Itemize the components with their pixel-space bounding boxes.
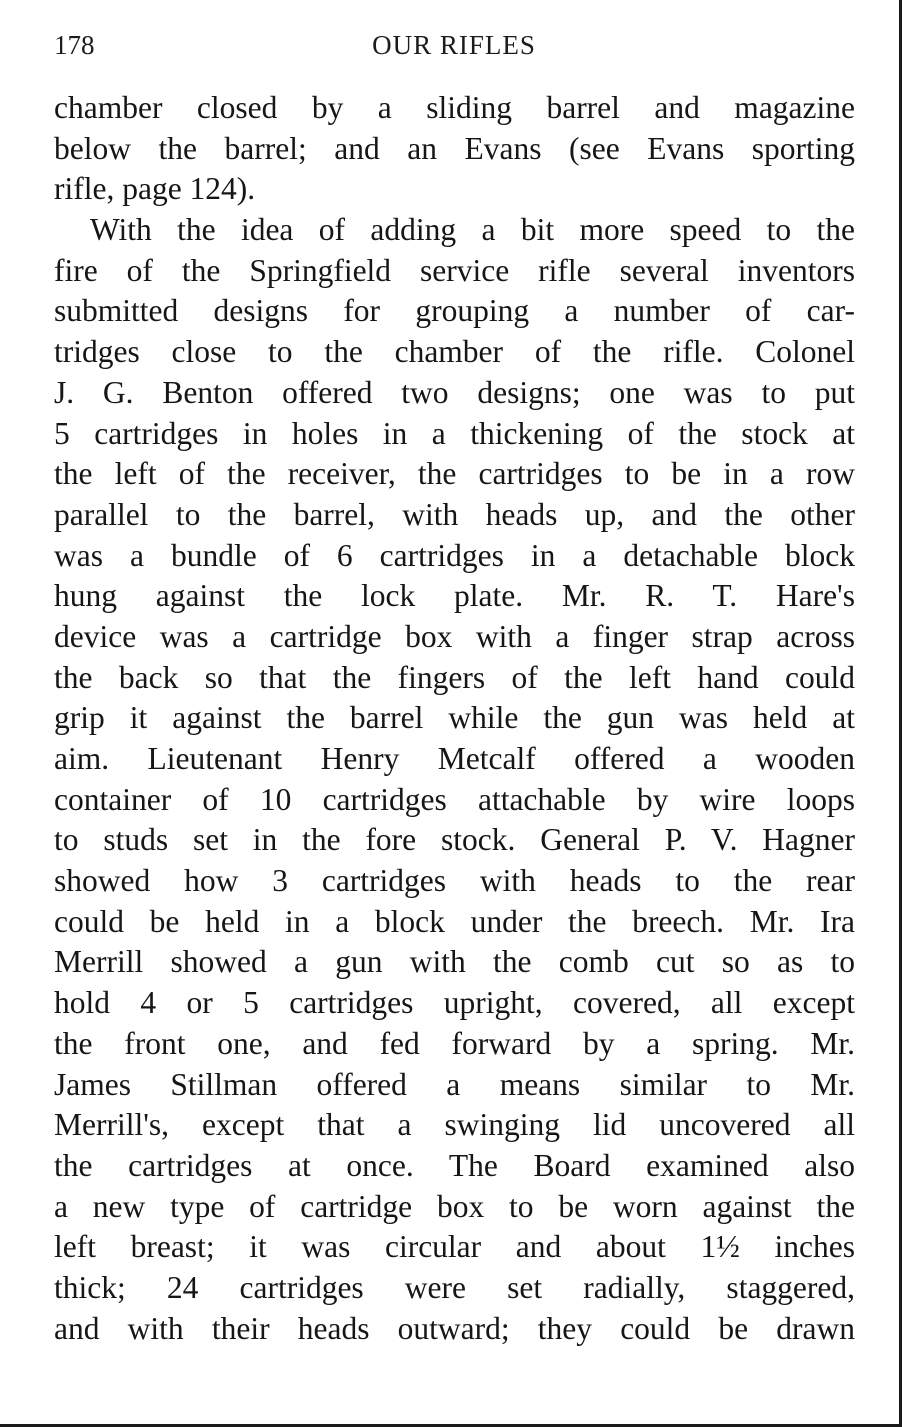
body-text (54, 88, 855, 1349)
text-line: James Stillman offered a means similar to Mr. (54, 1066, 855, 1102)
text-line: the cartridges at once. The Board examined also (54, 1147, 855, 1183)
text-line: device was a cartridge box with a finger strap across (54, 618, 855, 654)
text-line: the back so that the fingers of the left hand could (54, 659, 855, 695)
text-line: Merrill showed a gun with the comb cut so as to (54, 944, 855, 980)
text-line: thick; 24 cartridges were set radially, staggered, (54, 1269, 855, 1305)
text-line: below the barrel; and an Evans (see Evans sporting (54, 130, 855, 166)
text-line: submitted designs for grouping a number of car- (54, 293, 855, 329)
text-line: to studs set in the fore stock. General P. V. Hagner (54, 822, 855, 858)
text-line: hold 4 or 5 cartridges upright, covered, all except (54, 985, 855, 1021)
text-line: grip it against the barrel while the gun was held at (54, 700, 855, 736)
text-line: 5 cartridges in holes in a thickening of the stock at (54, 415, 855, 451)
text-line: container of 10 cartridges attachable by wire loops (54, 781, 855, 817)
page-number: 178 (54, 30, 95, 60)
text-line: aim. Lieutenant Henry Metcalf offered a wooden (54, 741, 855, 776)
text-line: Merrill's, except that a swinging lid uncovered all (54, 1107, 855, 1143)
text-line: tridges close to the chamber of the rifle. Colonel (54, 334, 855, 370)
text-line: J. G. Benton offered two designs; one was to put (54, 374, 855, 410)
text-line: rifle, page 124). (54, 171, 256, 207)
text-line: chamber closed by a sliding barrel and magazine (54, 90, 855, 125)
text-line: was a bundle of 6 cartridges in a detachable block (54, 537, 855, 573)
text-line: the left of the receiver, the cartridges to be in a row (54, 456, 855, 492)
text-line: a new type of cartridge box to be worn against the (54, 1188, 855, 1224)
text-line: could be held in a block under the breech. Mr. Ira (54, 903, 855, 939)
running-head: OUR RIFLES (372, 30, 536, 60)
text-line: hung against the lock plate. Mr. R. T. Hare's (54, 578, 855, 614)
text-line: showed how 3 cartridges with heads to the rear (54, 863, 855, 899)
page-header (54, 30, 854, 70)
text-line: and with their heads outward; they could be drawn (54, 1310, 855, 1346)
text-line: With the idea of adding a bit more speed to the (90, 212, 855, 248)
text-line: parallel to the barrel, with heads up, and the other (54, 496, 855, 532)
text-line: fire of the Springfield service rifle several inventors (54, 252, 855, 288)
text-line: left breast; it was circular and about 1½ inches (54, 1229, 855, 1265)
text-line: the front one, and fed forward by a spring. Mr. (54, 1025, 855, 1061)
